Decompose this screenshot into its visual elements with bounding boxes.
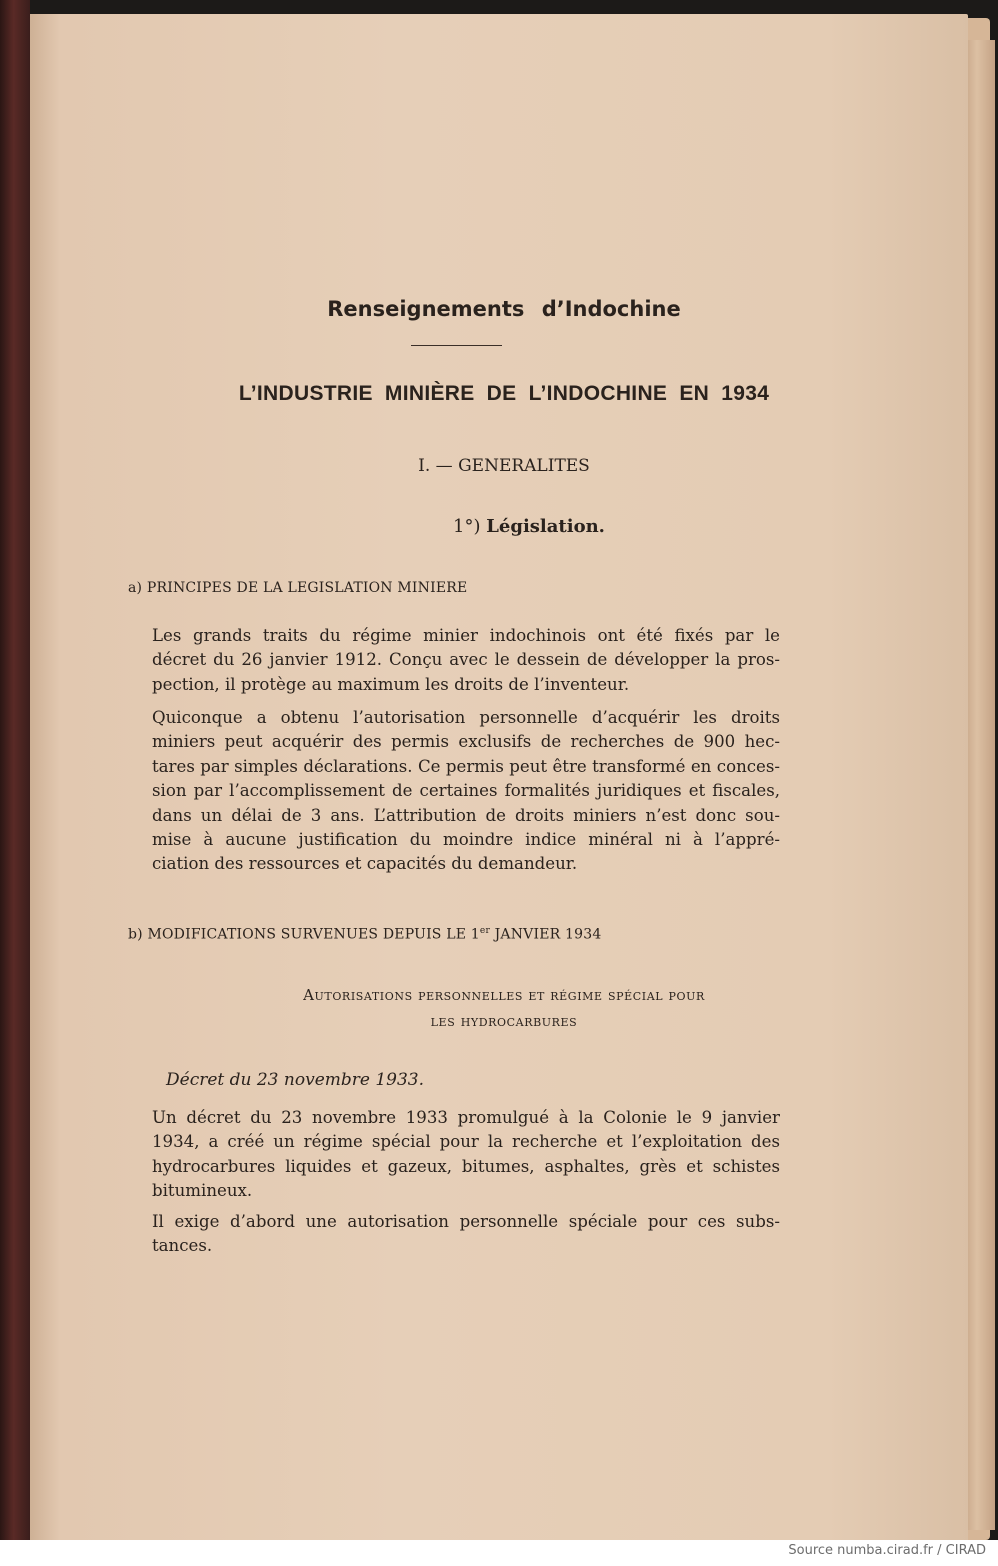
paragraph-line: miniers peut acquérir des permis exclusifs de recherches de 900 hec- (152, 732, 780, 752)
part-b-title (128, 926, 601, 943)
paragraph-line: sion par l’accomplissement de certaines formalités juridiques et fiscales, (152, 781, 780, 801)
part-b-suffix: JANVIER 1934 (489, 926, 602, 943)
paragraph-line: décret du 26 janvier 1912. Conçu avec le dessein de développer la pros- (152, 650, 780, 670)
paragraph-line: Il exige d’abord une autorisation personnelle spéciale pour ces subs- (152, 1212, 780, 1231)
subsection-title: Législation. (486, 516, 605, 537)
paragraph-line: Quiconque a obtenu l’autorisation personnelle d’acquérir les droits (152, 708, 780, 727)
paragraph-4 (146, 1210, 780, 1259)
part-b-prefix: b) MODIFICATIONS SURVENUES DEPUIS LE 1 (128, 926, 480, 943)
section-title: I. — GENERALITES (418, 456, 590, 476)
paragraph-line: dans un délai de 3 ans. L’attribution de droits miniers n’est donc sou- (152, 805, 780, 825)
paragraph-line: tances. (152, 1236, 213, 1256)
smallcaps-heading-line-2: les hydrocarbures (430, 1012, 578, 1030)
part-b-superscript: er (479, 926, 490, 936)
paragraph-line: bitumineux. (152, 1181, 253, 1201)
decree-title: Décret du 23 novembre 1933. (166, 1070, 425, 1090)
source-credit: Source numba.cirad.fr / CIRAD (788, 1543, 986, 1558)
paragraph-line: Un décret du 23 novembre 1933 promulgué à la Colonie le 9 janvier (152, 1108, 780, 1127)
paragraph-line: mise à aucune justification du moindre indice minéral ni à l’appré- (152, 830, 780, 850)
subsection-heading (150, 516, 908, 537)
page-edges (965, 40, 995, 1530)
subsection-number: 1°) (453, 516, 481, 537)
paragraph-1 (146, 624, 780, 697)
paragraph-line: tares par simples déclarations. Ce permis peut être transformé en conces- (152, 756, 780, 776)
smallcaps-heading-line-1: Autorisations personnelles et régime spécial pour (303, 986, 705, 1004)
header-title: Renseignements d’Indochine (327, 297, 681, 321)
paragraph-line: hydrocarbures liquides et gazeux, bitumes, asphaltes, grès et schistes (152, 1156, 780, 1176)
paragraph-line: pection, il protège au maximum les droits de l’inventeur. (152, 674, 630, 694)
part-a-title: a) PRINCIPES DE LA LEGISLATION MINIERE (128, 580, 468, 596)
main-heading: L’INDUSTRIE MINIÈRE DE L’INDOCHINE EN 1934 (238, 382, 770, 405)
paragraph-3 (146, 1106, 780, 1204)
title-divider (411, 345, 502, 346)
paragraph-2 (146, 706, 780, 877)
book-binding (0, 0, 30, 1540)
paragraph-line: ciation des ressources et capacités du demandeur. (152, 854, 578, 874)
paragraph-line: Les grands traits du régime minier indochinois ont été fixés par le (152, 626, 780, 645)
paragraph-line: 1934, a créé un régime spécial pour la recherche et l’exploitation des (152, 1132, 780, 1152)
